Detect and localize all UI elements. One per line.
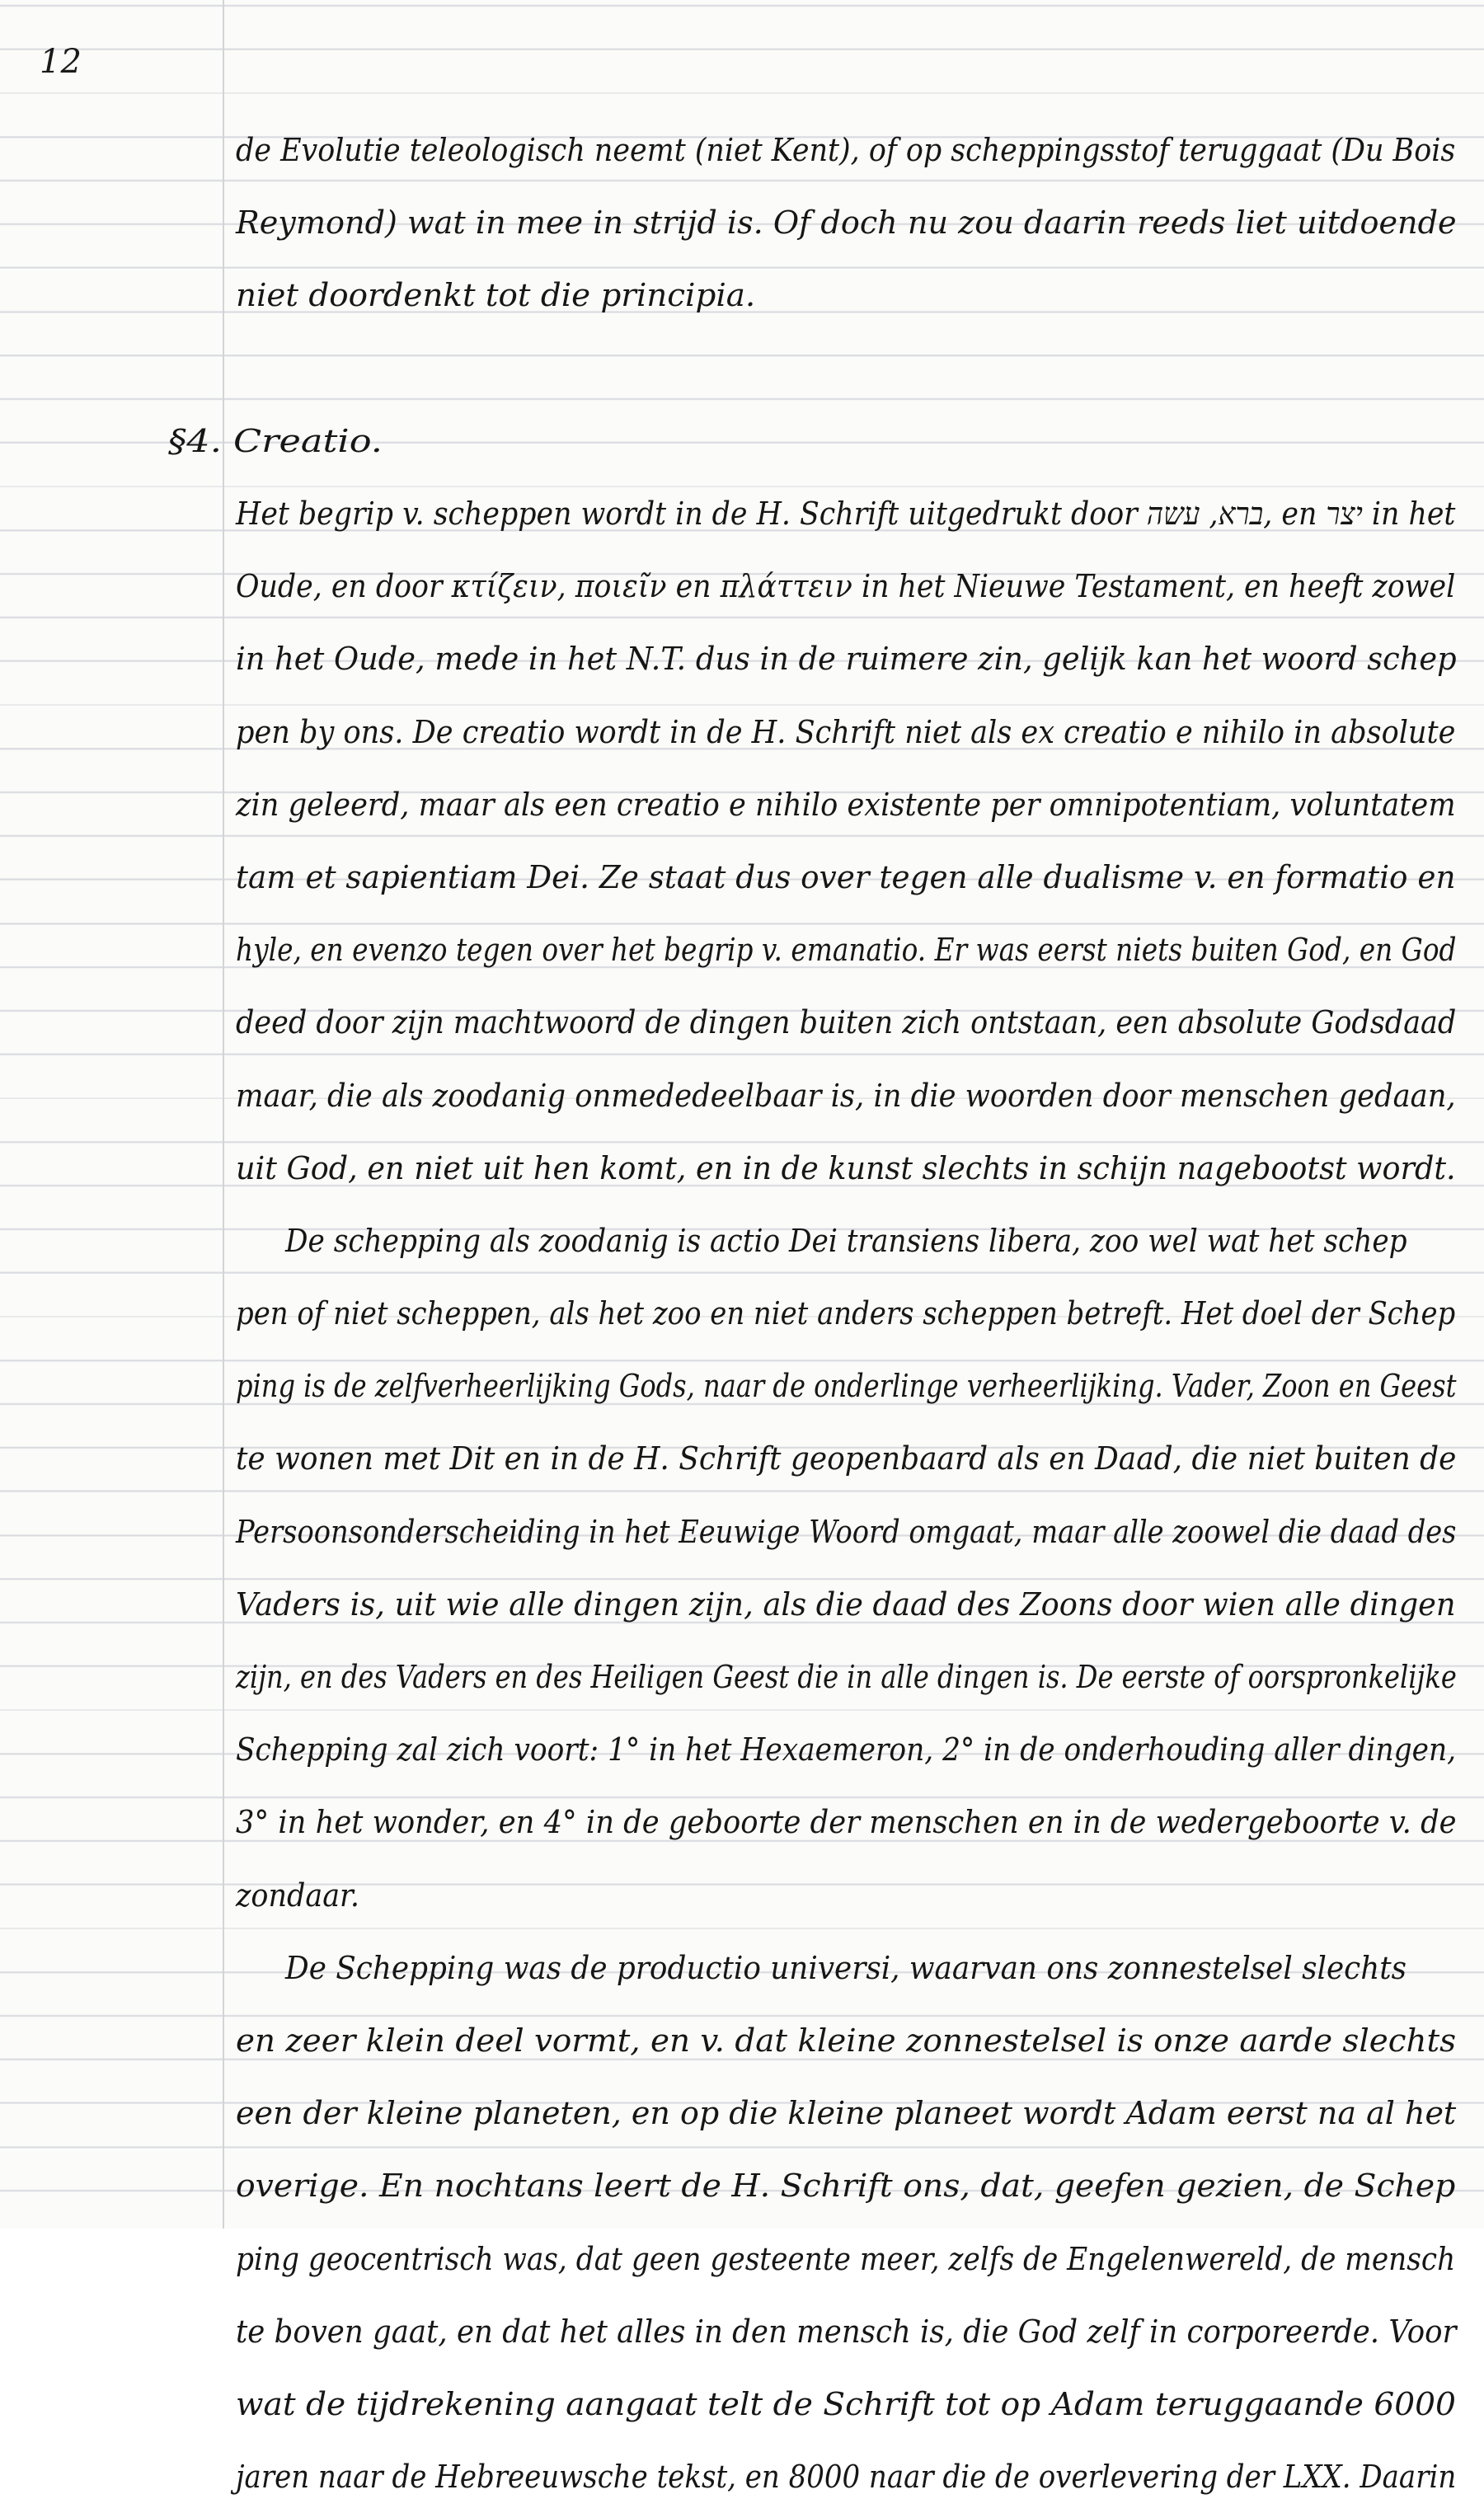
line-text: uit God, en niet uit hen komt, en in de kunst slechts in schijn nagebootst wordt. — [236, 1149, 1456, 1186]
manuscript-line — [236, 622, 1464, 695]
manuscript-line — [236, 1059, 1464, 1131]
manuscript-line — [236, 914, 1464, 986]
line-text: deed door zijn machtwoord de dingen buiten zich ontstaan, een absolute Godsdaad — [236, 1004, 1457, 1041]
section-heading — [168, 405, 1464, 477]
manuscript-line — [236, 1859, 1464, 1932]
manuscript-line — [236, 1132, 1464, 1205]
line-text: zondaar. — [236, 1877, 360, 1914]
manuscript-line — [236, 186, 1464, 259]
manuscript-line — [236, 1496, 1464, 1568]
line-text: Persoonsonderscheiding in het Eeuwige Woord omgaat, maar alle zoowel die daad des — [236, 1513, 1457, 1550]
manuscript-line — [236, 477, 1464, 550]
manuscript-line — [236, 1422, 1464, 1495]
manuscript-line — [236, 1350, 1464, 1422]
line-text: zijn, en des Vaders en des Heiligen Geest die in alle dingen is. De eerste of oorspronkelijke — [236, 1659, 1457, 1696]
manuscript-line — [236, 114, 1464, 186]
line-text: Reymond) wat in mee in strijd is. Of doch nu zou daarin reeds liet uitdoende — [236, 204, 1457, 242]
line-text: in het Oude, mede in het N.T. dus in de ruimere zin, gelijk kan het woord schep — [236, 641, 1457, 678]
line-text: overige. En nochtans leert de H. Schrift ons, dat, geefen gezien, de Schep — [236, 2168, 1456, 2205]
manuscript-line — [236, 2295, 1464, 2368]
manuscript-line — [236, 259, 1464, 331]
manuscript-line — [236, 1713, 1464, 1786]
manuscript-line — [236, 1568, 1464, 1641]
line-text: ping is de zelfverheerlijking Gods, naar de onderlinge verheerlijking. Vader, Zoon en Geest — [236, 1368, 1457, 1405]
manuscript-line — [236, 332, 1464, 405]
manuscript-line — [236, 1205, 1464, 1277]
line-text: hyle, en evenzo tegen over het begrip v. emanatio. Er was eerst niets buiten God, en God — [236, 932, 1457, 969]
manuscript-line — [236, 2222, 1464, 2295]
line-text: Schepping zal zich voort: 1° in het Hexaemeron, 2° in de onderhouding aller dingen, — [236, 1731, 1457, 1768]
line-text: niet doordenkt tot die principia. — [236, 277, 756, 314]
line-text: pen of niet scheppen, als het zoo en niet anders scheppen betreft. Het doel der Schep — [236, 1295, 1456, 1332]
line-text: te boven gaat, en dat het alles in den mensch is, die God zelf in corporeerde. Voor — [236, 2313, 1457, 2350]
manuscript-line — [236, 1641, 1464, 1713]
line-text: pen by ons. De creatio wordt in de H. Schrift niet als ex creatio e nihilo in absolute — [236, 713, 1456, 750]
line-text: te wonen met Dit en in de H. Schrift geopenbaard als en Daad, die niet buiten de — [236, 1440, 1457, 1477]
line-text: de Evolutie teleologisch neemt (niet Kent), of op scheppingsstof teruggaat (Du Bois — [236, 132, 1456, 169]
manuscript-line — [236, 2149, 1464, 2222]
manuscript-line — [236, 841, 1464, 914]
line-text: §4. Creatio. — [168, 422, 383, 459]
line-text: De schepping als zoodanig is actio Dei transiens libera, zoo wel wat het schep — [285, 1222, 1407, 1259]
manuscript-body — [168, 114, 1464, 2513]
line-text: jaren naar de Hebreeuwsche tekst, en 8000 naar die de overlevering der LXX. Daarin — [236, 2459, 1457, 2496]
margin-rule — [223, 0, 224, 2229]
manuscript-line — [236, 986, 1464, 1059]
line-text: De Schepping was de productio universi, waarvan ons zonnestelsel slechts — [285, 1949, 1407, 1986]
manuscript-line — [236, 1786, 1464, 1858]
manuscript-line — [236, 550, 1464, 622]
line-text: Het begrip v. scheppen wordt in de H. Schrift uitgedrukt door ברא, עשה, en יצר in het — [236, 496, 1456, 533]
manuscript-line — [236, 1932, 1464, 2004]
line-text: Vaders is, uit wie alle dingen zijn, als die daad des Zoons door wien alle dingen — [236, 1585, 1456, 1623]
line-text: en zeer klein deel vormt, en v. dat kleine zonnestelsel is onze aarde slechts — [236, 2022, 1457, 2059]
page-number: 12 — [40, 43, 82, 81]
line-text: 3° in het wonder, en 4° in de geboorte der menschen en in de wedergeboorte v. de — [236, 1804, 1457, 1841]
line-text: maar, die als zoodanig onmededeelbaar is, in die woorden door menschen gedaan, — [236, 1077, 1456, 1114]
manuscript-line — [236, 696, 1464, 768]
manuscript-line — [236, 1277, 1464, 1350]
manuscript-line — [236, 768, 1464, 841]
manuscript-line — [236, 2440, 1464, 2513]
line-text: een der kleine planeten, en op die kleine planeet wordt Adam eerst na al het — [236, 2095, 1457, 2132]
manuscript-line — [236, 2368, 1464, 2440]
manuscript-line — [236, 2004, 1464, 2077]
line-text: ping geocentrisch was, dat geen gesteente meer, zelfs de Engelenwereld, de mensch — [236, 2240, 1456, 2277]
manuscript-line — [236, 2077, 1464, 2149]
line-text: wat de tijdrekening aangaat telt de Schrift tot op Adam teruggaande 6000 — [236, 2385, 1456, 2422]
line-text: tam et sapientiam Dei. Ze staat dus over tegen alle dualisme v. en formatio en — [236, 858, 1456, 895]
line-text: Oude, en door κτίζειν, ποιεῖν en πλάττειν in het Nieuwe Testament, en heeft zowel — [236, 568, 1456, 605]
line-text: zin geleerd, maar als een creatio e nihilo existente per omnipotentiam, voluntatem — [236, 786, 1456, 823]
